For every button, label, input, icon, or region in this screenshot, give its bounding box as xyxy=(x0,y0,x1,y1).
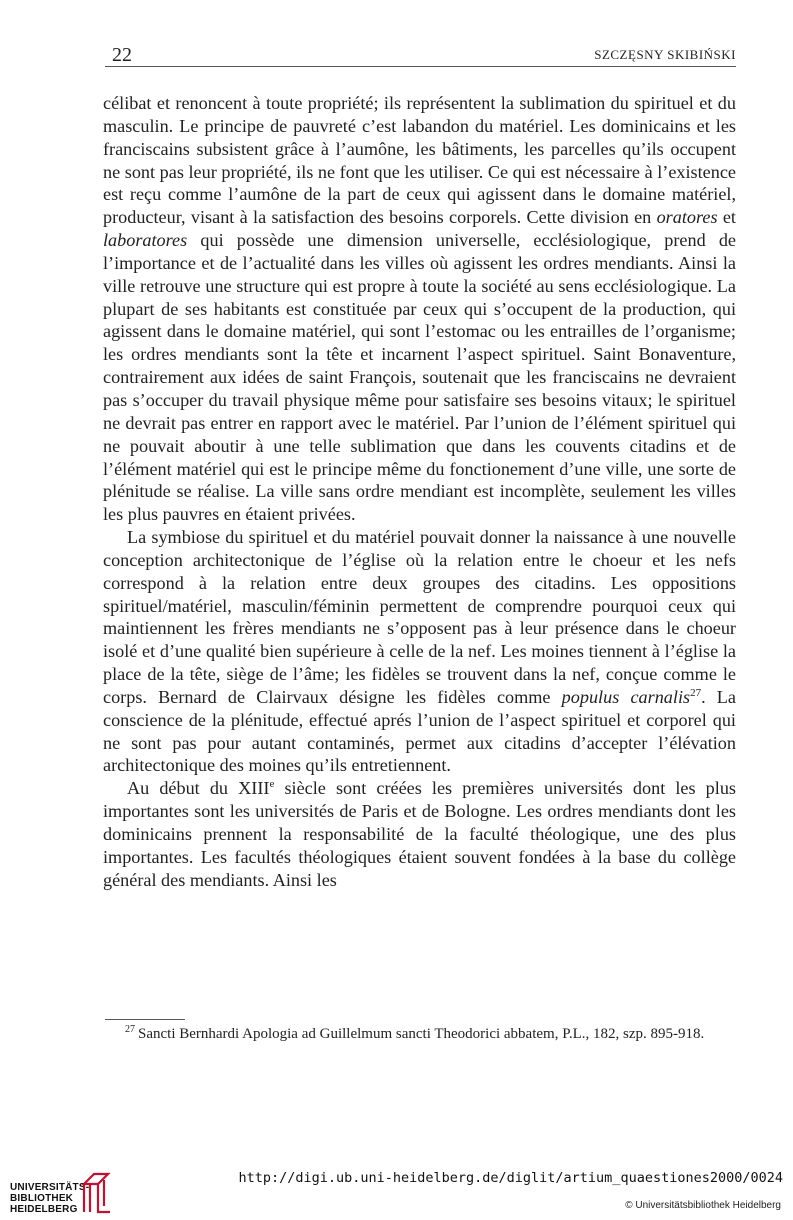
library-name xyxy=(10,1182,89,1215)
italic-run: populus carnalis xyxy=(561,686,691,707)
source-url-link[interactable]: http://digi.ub.uni-heidelberg.de/diglit/artium_quaestiones2000/0024 xyxy=(238,1170,783,1186)
superscript: 27 xyxy=(690,686,702,699)
text-run: qui possède une dimension universelle, ecclésiologique, prend de l’importance et de l’actualité dans les villes où agissent les ordres mendiants. Ainsi la ville retrouve une structure qui est propre à toute la société au sens ecclésiologique. La plupart de ses habitants est constituée par ceux qui s’occupent de la production, qui agissent dans le domaine matériel, qui sont l’estomac ou les entrailles de l’organisme; les ordres mendiants sont la tête et incarnent l’aspect spirituel. Saint Bonaventure, contrairement aux idées de saint François, soutenait que les franciscains ne devraient pas s’occuper du travail physique même pour satisfaire ses besoins vitaux; le spirituel ne devrait pas entrer en rapport avec le matériel. Par l’union de l’élément spirituel qui ne pouvait aboutir à une telle sublimation que dans les couvents citadins et de l’élément matériel qui est le principe même du fonctionement d’une ville, une sorte de plénitude se réalise. La ville sans ordre mendiant est incomplète, seulement les villes les plus pauvres en étaient privées. xyxy=(103,230,736,525)
footnote xyxy=(103,1024,736,1045)
text-run: et xyxy=(717,207,736,228)
text-run: La symbiose du spirituel et du matériel pouvait donner la naissance à une nouvelle conception architectonique de l’église où la relation entre le choeur et les nefs correspond à la relation entre deux groupes des citadins. Les oppositions spirituel/matériel, masculin/féminin permettent de comprendre pourquoi ceux qui maintiennent les frères mendiants ne s’opposent pas à leur présence dans le choeur isolé et d’une qualité bien supérieure à celle de la nef. Les moines tiennent à l’église la place de la tête, siège de l’âme; les fidèles se trouvent dans la nef, conçue comme le corps. Bernard de Clairvaux désigne les fidèles comme xyxy=(103,527,736,707)
superscript: e xyxy=(269,778,275,791)
footnote-text: Sancti Bernhardi Apologia ad Guillelmum sancti Theodorici abbatem, P.L., 182, szp. 895-918. xyxy=(138,1026,705,1042)
text-run: Au début du XIII xyxy=(127,778,270,799)
footnote-rule xyxy=(105,1019,185,1020)
footnote-number: 27 xyxy=(125,1024,135,1035)
text-run: siècle sont créées les premières universités dont les plus importantes sont les universités de Paris et de Bologne. Les ordres mendiants dont les dominicains prennent la responsabilité de la faculté théologique, une des plus importantes. Les facultés théologiques étaient souvent fondées à la base du collège général des mendiants. Ainsi les xyxy=(103,778,736,890)
italic-run: oratores xyxy=(656,207,718,228)
library-name-line: HEIDELBERG xyxy=(10,1204,78,1215)
header-rule xyxy=(105,66,736,67)
footer-bar xyxy=(0,1162,793,1220)
text-run: . La conscience de la plénitude, effectué aprés l’union de l’aspect spirituel et corporel qui ne sont pas pour autant contaminés, permet aux citadins d’accepter l’élévation architectonique des moines qu’ils entretiennent. xyxy=(103,686,736,776)
paragraph xyxy=(103,92,736,526)
text-run: célibat et renoncent à toute propriété; ils représentent la sublimation du spirituel et du masculin. Le principe de pauvreté c’est labandon du matériel. Les dominicains et les franciscains subsistent grâce à l’aumône, les bâtiments, les parcelles qu’ils occupent ne sont pas leur propriété, ils ne font que les utiliser. Ce qui est nécessaire à l’existence est reçu comme l’aumône de la part de ceux qui agissent dans le domaine matériel, producteur, visant à la satisfaction des besoins corporels. Cette division en xyxy=(103,93,736,228)
running-head: SZCZĘSNY SKIBIŃSKI xyxy=(594,47,736,62)
copyright: © Universitätsbibliothek Heidelberg xyxy=(625,1200,781,1211)
library-logo-icon xyxy=(80,1170,114,1214)
italic-run: laboratores xyxy=(103,230,188,251)
paragraph xyxy=(103,526,736,777)
page-number: 22 xyxy=(112,44,132,66)
library-name-line: BIBLIOTHEK xyxy=(10,1193,74,1204)
body-text xyxy=(103,92,736,892)
paragraph xyxy=(103,777,736,891)
library-name-line: UNIVERSITÄTS- xyxy=(10,1182,90,1193)
